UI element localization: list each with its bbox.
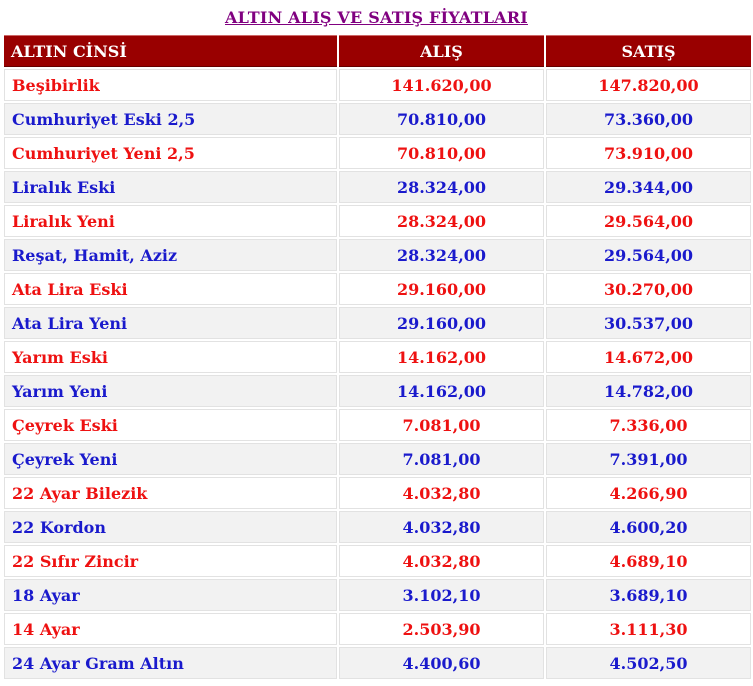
table-row <box>4 307 751 339</box>
sell-price-cell: 4.600,20 <box>546 511 751 543</box>
table-row <box>4 443 751 475</box>
gold-type-cell: Liralık Eski <box>4 171 337 203</box>
sell-price-cell: 4.266,90 <box>546 477 751 509</box>
table-row <box>4 647 751 679</box>
table-row <box>4 341 751 373</box>
sell-price-cell: 7.391,00 <box>546 443 751 475</box>
gold-type-cell: Ata Lira Eski <box>4 273 337 305</box>
gold-type-cell: Çeyrek Eski <box>4 409 337 441</box>
gold-type-cell: 22 Kordon <box>4 511 337 543</box>
buy-price-cell: 29.160,00 <box>339 273 544 305</box>
table-row <box>4 375 751 407</box>
buy-price-cell: 7.081,00 <box>339 443 544 475</box>
table-row <box>4 613 751 645</box>
buy-price-cell: 2.503,90 <box>339 613 544 645</box>
buy-price-cell: 14.162,00 <box>339 375 544 407</box>
gold-type-cell: 22 Ayar Bilezik <box>4 477 337 509</box>
sell-price-cell: 30.270,00 <box>546 273 751 305</box>
sell-price-cell: 4.502,50 <box>546 647 751 679</box>
sell-price-cell: 73.360,00 <box>546 103 751 135</box>
sell-price-cell: 73.910,00 <box>546 137 751 169</box>
gold-type-cell: Cumhuriyet Eski 2,5 <box>4 103 337 135</box>
buy-price-cell: 70.810,00 <box>339 137 544 169</box>
table-row <box>4 205 751 237</box>
buy-price-cell: 28.324,00 <box>339 171 544 203</box>
title-bar <box>0 0 753 36</box>
table-row <box>4 171 751 203</box>
buy-price-cell: 141.620,00 <box>339 69 544 101</box>
buy-price-cell: 4.400,60 <box>339 647 544 679</box>
sell-price-cell: 14.672,00 <box>546 341 751 373</box>
sell-price-cell: 30.537,00 <box>546 307 751 339</box>
buy-price-cell: 4.032,80 <box>339 545 544 577</box>
column-header-sell: SATIŞ <box>546 35 751 67</box>
gold-type-cell: Çeyrek Yeni <box>4 443 337 475</box>
buy-price-cell: 4.032,80 <box>339 511 544 543</box>
sell-price-cell: 147.820,00 <box>546 69 751 101</box>
gold-type-cell: Yarım Yeni <box>4 375 337 407</box>
table-row <box>4 69 751 101</box>
buy-price-cell: 14.162,00 <box>339 341 544 373</box>
buy-price-cell: 3.102,10 <box>339 579 544 611</box>
buy-price-cell: 70.810,00 <box>339 103 544 135</box>
table-row <box>4 511 751 543</box>
gold-type-cell: Yarım Eski <box>4 341 337 373</box>
buy-price-cell: 7.081,00 <box>339 409 544 441</box>
table-header <box>4 35 751 67</box>
sell-price-cell: 7.336,00 <box>546 409 751 441</box>
table-row <box>4 545 751 577</box>
buy-price-cell: 29.160,00 <box>339 307 544 339</box>
gold-type-cell: 14 Ayar <box>4 613 337 645</box>
sell-price-cell: 29.564,00 <box>546 205 751 237</box>
gold-type-cell: Reşat, Hamit, Aziz <box>4 239 337 271</box>
table-row <box>4 137 751 169</box>
column-header-buy: ALIŞ <box>339 35 544 67</box>
table-row <box>4 579 751 611</box>
buy-price-cell: 4.032,80 <box>339 477 544 509</box>
sell-price-cell: 4.689,10 <box>546 545 751 577</box>
gold-type-cell: 18 Ayar <box>4 579 337 611</box>
buy-price-cell: 28.324,00 <box>339 239 544 271</box>
sell-price-cell: 3.111,30 <box>546 613 751 645</box>
table-body <box>4 69 751 679</box>
gold-type-cell: 24 Ayar Gram Altın <box>4 647 337 679</box>
gold-price-table <box>2 33 753 681</box>
gold-type-cell: Cumhuriyet Yeni 2,5 <box>4 137 337 169</box>
page-title-link[interactable]: ALTIN ALIŞ VE SATIŞ FİYATLARI <box>225 8 528 27</box>
gold-type-cell: Ata Lira Yeni <box>4 307 337 339</box>
table-row <box>4 409 751 441</box>
sell-price-cell: 14.782,00 <box>546 375 751 407</box>
gold-type-cell: Beşibirlik <box>4 69 337 101</box>
table-row <box>4 239 751 271</box>
gold-type-cell: Liralık Yeni <box>4 205 337 237</box>
table-row <box>4 273 751 305</box>
buy-price-cell: 28.324,00 <box>339 205 544 237</box>
sell-price-cell: 29.564,00 <box>546 239 751 271</box>
table-row <box>4 477 751 509</box>
table-row <box>4 103 751 135</box>
gold-type-cell: 22 Sıfır Zincir <box>4 545 337 577</box>
column-header-name: ALTIN CİNSİ <box>4 35 337 67</box>
sell-price-cell: 3.689,10 <box>546 579 751 611</box>
sell-price-cell: 29.344,00 <box>546 171 751 203</box>
header-row <box>4 35 751 67</box>
